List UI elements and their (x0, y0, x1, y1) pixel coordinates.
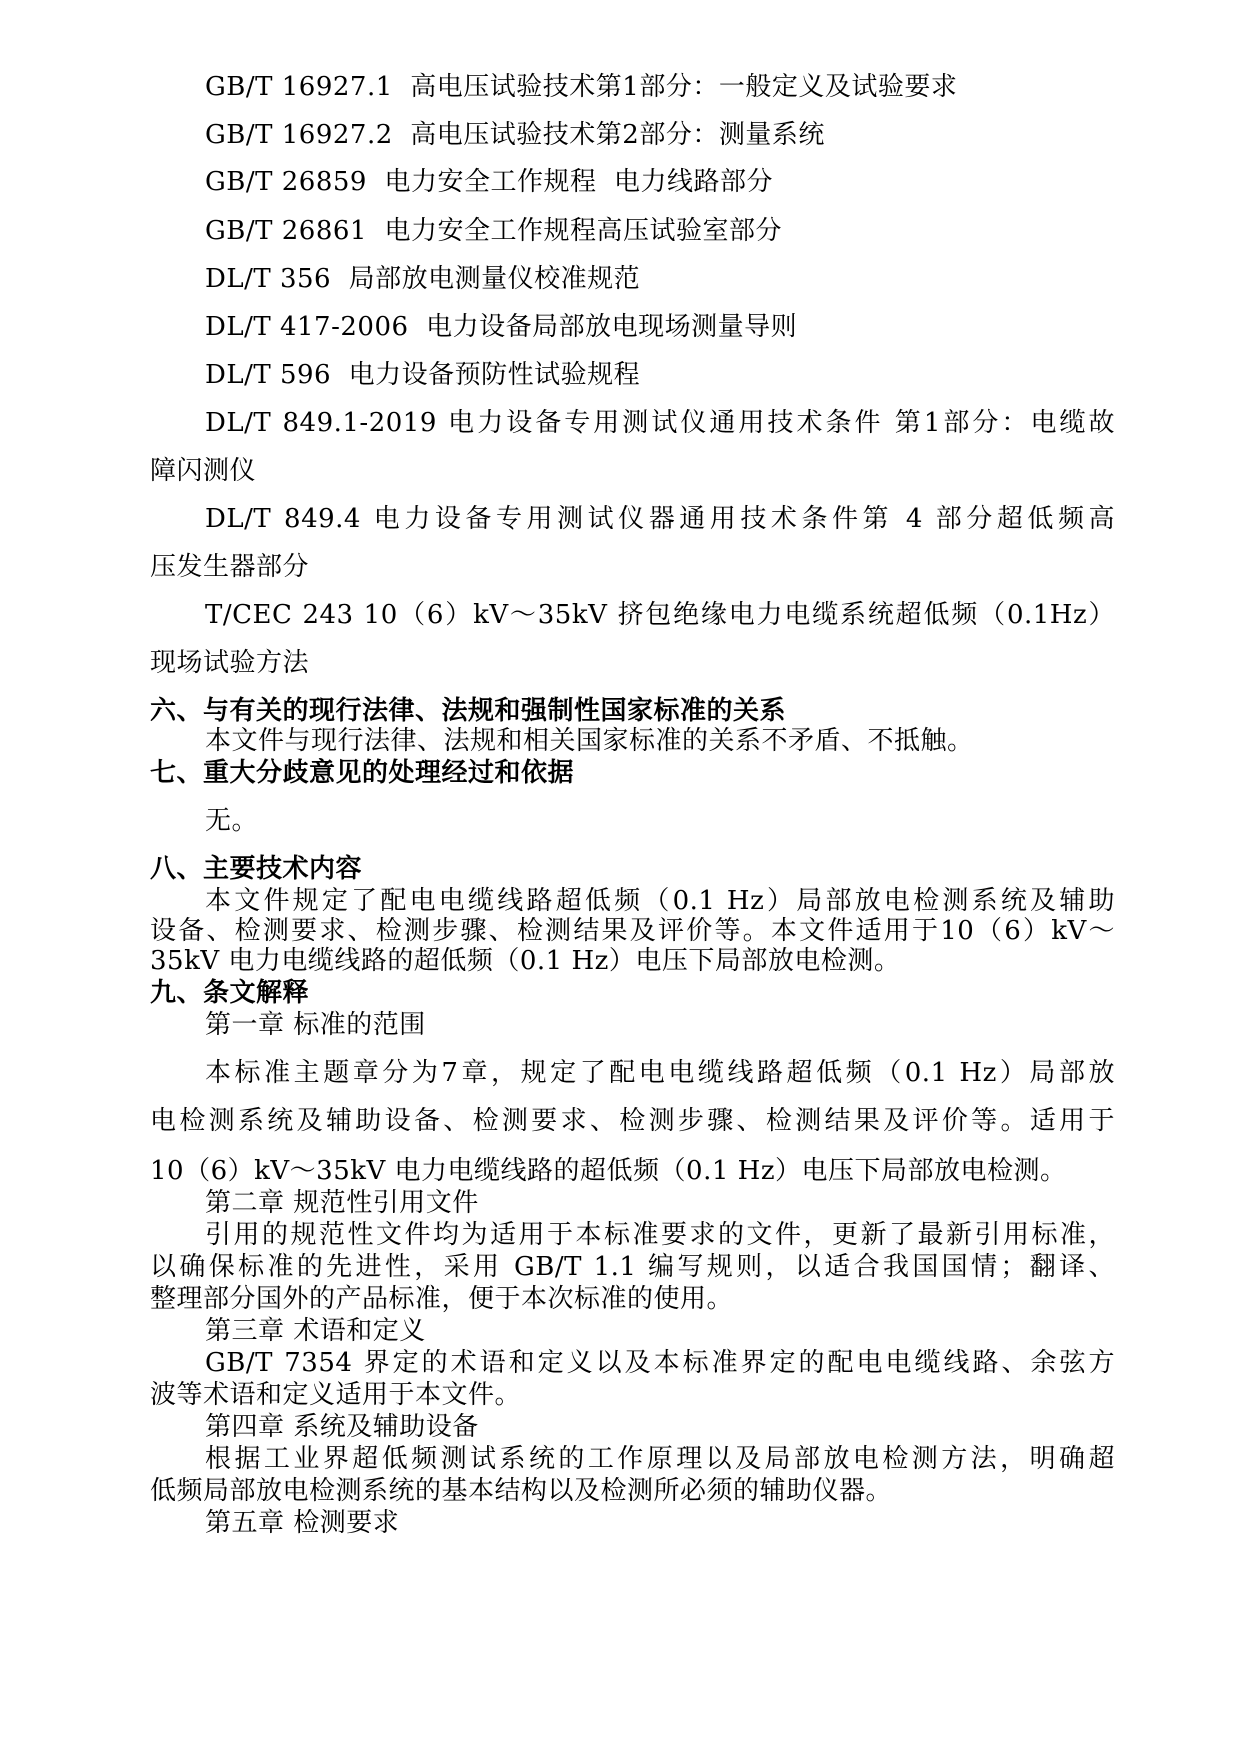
section-heading: 六、与有关的现行法律、法规和强制性国家标准的关系 (150, 696, 787, 726)
paragraph-line: 低频局部放电检测系统的基本结构以及检测所必须的辅助仪器。 (150, 1476, 893, 1506)
paragraph-line: 根据工业界超低频测试系统的工作原理以及局部放电检测方法，明确超 (205, 1444, 1115, 1474)
reference-item: DL/T 849.1-2019 电力设备专用测试仪通用技术条件 第1部分：电缆故 (205, 408, 1115, 438)
paragraph-line: GB/T 7354 界定的术语和定义以及本标准界定的配电电缆线路、余弦方 (205, 1348, 1115, 1378)
reference-item: GB/T 16927.1 高电压试验技术第1部分：一般定义及试验要求 (205, 72, 958, 102)
reference-item: T/CEC 243 10（6）kV～35kV 挤包绝缘电力电缆系统超低频（0.1Hz） (205, 600, 1115, 630)
paragraph-line: 电检测系统及辅助设备、检测要求、检测步骤、检测结果及评价等。适用于 (150, 1106, 1115, 1136)
reference-item: GB/T 26861 电力安全工作规程高压试验室部分 (205, 216, 782, 246)
reference-item: GB/T 16927.2 高电压试验技术第2部分：测量系统 (205, 120, 825, 150)
chapter-title: 第三章 术语和定义 (205, 1316, 426, 1346)
paragraph-line: 无。 (205, 806, 259, 836)
paragraph-line: 设备、检测要求、检测步骤、检测结果及评价等。本文件适用于10（6）kV～ (150, 916, 1115, 946)
paragraph-line: 以确保标准的先进性，采用 GB/T 1.1 编写规则，以适合我国国情；翻译、 (150, 1252, 1115, 1282)
section-heading: 七、重大分歧意见的处理经过和依据 (150, 758, 575, 788)
reference-item: DL/T 596 电力设备预防性试验规程 (205, 360, 641, 390)
reference-item: DL/T 417-2006 电力设备局部放电现场测量导则 (205, 312, 798, 342)
reference-item: DL/T 849.4 电力设备专用测试仪器通用技术条件第 4 部分超低频高 (205, 504, 1115, 534)
paragraph-line: 整理部分国外的产品标准，便于本次标准的使用。 (150, 1284, 734, 1314)
reference-item-continuation: 压发生器部分 (150, 552, 310, 582)
paragraph-line: 本文件与现行法律、法规和相关国家标准的关系不矛盾、不抵触。 (205, 726, 974, 756)
chapter-title: 第四章 系统及辅助设备 (205, 1412, 479, 1442)
chapter-title: 第一章 标准的范围 (205, 1010, 426, 1040)
paragraph-line: 本文件规定了配电电缆线路超低频（0.1 Hz）局部放电检测系统及辅助 (205, 886, 1115, 916)
section-heading: 九、条文解释 (150, 978, 310, 1008)
paragraph-line: 35kV 电力电缆线路的超低频（0.1 Hz）电压下局部放电检测。 (150, 946, 901, 976)
chapter-title: 第五章 检测要求 (205, 1508, 400, 1538)
paragraph-line: 引用的规范性文件均为适用于本标准要求的文件，更新了最新引用标准， (205, 1220, 1115, 1250)
paragraph-line: 本标准主题章分为7章，规定了配电电缆线路超低频（0.1 Hz）局部放 (205, 1058, 1115, 1088)
section-heading: 八、主要技术内容 (150, 854, 363, 884)
reference-item: DL/T 356 局部放电测量仪校准规范 (205, 264, 641, 294)
chapter-title: 第二章 规范性引用文件 (205, 1188, 479, 1218)
paragraph-line: 10（6）kV～35kV 电力电缆线路的超低频（0.1 Hz）电压下局部放电检测。 (150, 1156, 1067, 1186)
reference-item-continuation: 障闪测仪 (150, 456, 257, 486)
paragraph-line: 波等术语和定义适用于本文件。 (150, 1380, 522, 1410)
reference-item: GB/T 26859 电力安全工作规程 电力线路部分 (205, 167, 774, 197)
reference-item-continuation: 现场试验方法 (150, 648, 310, 678)
